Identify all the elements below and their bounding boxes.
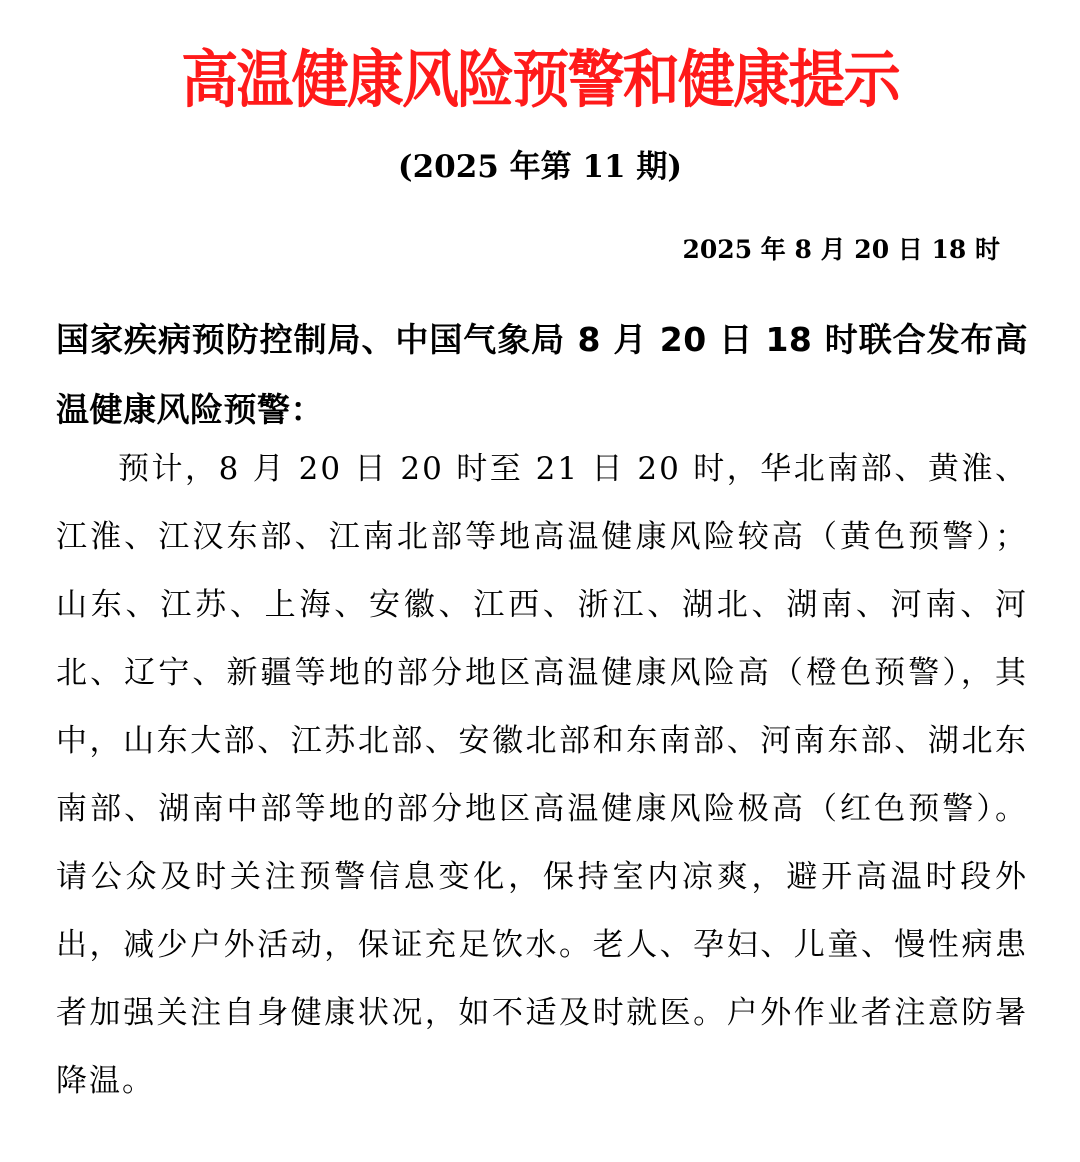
body-paragraph: 预计，8 月 20 日 20 时至 21 日 20 时，华北南部、黄淮、江淮、江汉东部、江南北部等地高温健康风险较高（黄色预警）；山东、江苏、上海、安徽、江西、浙江、湖北、湖南、河南、河北、辽宁、新疆等地的部分地区高温健康风险高（橙色预警），其中，山东大部、江苏北部、安徽北部和东南部、河南东部、湖北东南部、湖南中部等地的部分地区高温健康风险极高（红色预警）。请公众及时关注预警信息变化，保持室内凉爽，避开高温时段外出，减少户外活动，保证充足饮水。老人、孕妇、儿童、慢性病患者加强关注自身健康状况，如不适及时就医。户外作业者注意防暑降温。 (56, 451, 1028, 1099)
document-title: 高温健康风险预警和健康提示 (181, 43, 899, 116)
lead-paragraph: 国家疾病预防控制局、中国气象局 8 月 20 日 18 时联合发布高温健康风险预警： (56, 320, 1028, 429)
issue-date: 2025 年 8 月 20 日 18 时 (682, 235, 1000, 264)
issue-number: (2025 年第 11 期) (397, 149, 683, 185)
